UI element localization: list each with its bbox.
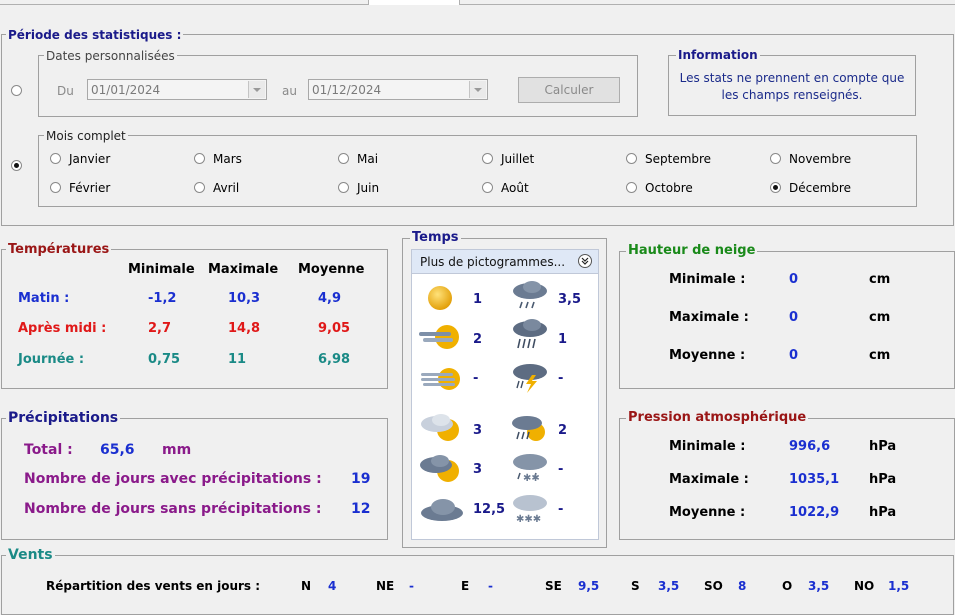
au-label: au — [282, 84, 297, 98]
information-legend: Information — [678, 48, 758, 62]
precip-total-value: 65,6 — [100, 442, 135, 458]
precip-sans-value: 12 — [351, 501, 371, 517]
pression-moy-label: Moyenne : — [669, 505, 746, 520]
mois-complet-frame — [38, 135, 917, 207]
heavy-rain-icon — [510, 318, 550, 355]
heavy-rain-value: 1 — [558, 332, 568, 347]
wind-value-8: 1,5 — [888, 579, 910, 593]
cloud-value: 12,5 — [473, 502, 506, 517]
journee-max: 11 — [228, 352, 247, 367]
du-label: Du — [57, 84, 74, 98]
sun-value: 1 — [473, 292, 483, 307]
neige-min-label: Minimale : — [669, 272, 746, 287]
wind-dir-4: SE — [545, 579, 562, 593]
neige-moy-label: Moyenne : — [669, 348, 746, 363]
month-radio-11[interactable] — [626, 182, 637, 193]
wind-dir-8: NO — [854, 579, 875, 593]
wind-value-6: 8 — [738, 579, 747, 593]
fog-sun-value: - — [473, 371, 479, 386]
wind-dir-7: O — [782, 579, 793, 593]
expand-chevron-icon[interactable] — [578, 254, 592, 268]
month-radio-12[interactable] — [770, 182, 781, 193]
sun-haze-value: 2 — [473, 332, 483, 347]
wind-dir-5: S — [631, 579, 640, 593]
month-label-12[interactable]: Décembre — [789, 181, 851, 195]
journee-moy: 6,98 — [318, 352, 351, 367]
apres-midi-moy: 9,05 — [318, 321, 351, 336]
precip-total-label: Total : — [24, 442, 73, 458]
calculer-button[interactable]: Calculer — [518, 77, 620, 103]
du-date-value: 01/01/2024 — [91, 83, 161, 97]
month-label-6[interactable]: Novembre — [789, 152, 852, 166]
neige-min-unit: cm — [869, 272, 891, 287]
periode-title: Période des statistiques : — [8, 28, 182, 42]
month-label-3[interactable]: Mai — [357, 152, 379, 166]
precipitations-title: Précipitations — [8, 410, 119, 426]
precip-total-unit: mm — [162, 442, 192, 458]
month-label-7[interactable]: Février — [69, 181, 111, 195]
month-label-9[interactable]: Juin — [357, 181, 380, 195]
temperatures-title: Températures — [8, 242, 110, 257]
rain-sun-icon — [510, 412, 550, 449]
month-radio-7[interactable] — [50, 182, 61, 193]
precip-sans-label: Nombre de jours sans précipitations : — [24, 501, 322, 517]
precip-avec-label: Nombre de jours avec précipitations : — [24, 471, 322, 487]
snow-icon — [510, 492, 550, 529]
month-label-10[interactable]: Août — [501, 181, 529, 195]
active-tab[interactable] — [368, 0, 460, 5]
month-radio-4[interactable] — [482, 153, 493, 164]
month-label-8[interactable]: Avril — [213, 181, 240, 195]
au-date-combo[interactable] — [308, 79, 488, 100]
temps-title: Temps — [412, 230, 459, 245]
snow-rain-icon — [510, 451, 550, 488]
sun-icon — [422, 283, 458, 316]
information-text-2: les champs renseignés. — [721, 88, 863, 102]
wind-value-1: 4 — [328, 579, 337, 593]
pression-title: Pression atmosphérique — [628, 410, 807, 425]
du-date-combo[interactable] — [87, 79, 267, 100]
information-text-1: Les stats ne prennent en compte que — [679, 71, 905, 85]
month-label-1[interactable]: Janvier — [69, 152, 111, 166]
month-radio-9[interactable] — [338, 182, 349, 193]
pression-min-value: 996,6 — [789, 439, 831, 454]
chevron-down-icon[interactable] — [469, 81, 486, 98]
vents-label: Répartition des vents en jours : — [46, 579, 261, 593]
svg-text:✱✱✱: ✱✱✱ — [516, 514, 542, 525]
pression-max-label: Maximale : — [669, 472, 749, 487]
journee-min: 0,75 — [148, 352, 181, 367]
wind-value-7: 3,5 — [808, 579, 830, 593]
neige-max-value: 0 — [789, 310, 799, 325]
chevron-down-icon[interactable] — [248, 81, 265, 98]
neige-min-value: 0 — [789, 272, 799, 287]
dates-perso-legend: Dates personnalisées — [46, 49, 175, 63]
month-radio-1[interactable] — [50, 153, 61, 164]
month-label-11[interactable]: Octobre — [645, 181, 693, 195]
pictogrammes-dropdown[interactable] — [412, 250, 598, 274]
storm-value: - — [558, 371, 564, 386]
apres-midi-max: 14,8 — [228, 321, 261, 336]
month-radio-2[interactable] — [194, 153, 205, 164]
neige-title: Hauteur de neige — [628, 243, 756, 258]
apres-midi-min: 2,7 — [148, 321, 172, 336]
month-radio-3[interactable] — [338, 153, 349, 164]
sun-dark-cloud-icon — [419, 452, 463, 487]
sun-haze-icon — [417, 322, 463, 355]
neige-moy-unit: cm — [869, 348, 891, 363]
wind-dir-1: N — [301, 579, 312, 593]
month-label-5[interactable]: Septembre — [645, 152, 712, 166]
precip-avec-value: 19 — [351, 471, 371, 487]
matin-max: 10,3 — [228, 291, 261, 306]
month-radio-6[interactable] — [770, 153, 781, 164]
apres-midi-label: Après midi : — [18, 321, 107, 336]
journee-label: Journée : — [18, 352, 85, 367]
pression-moy-value: 1022,9 — [789, 505, 840, 520]
pression-max-unit: hPa — [869, 472, 897, 487]
wind-value-3: - — [488, 579, 493, 593]
matin-moy: 4,9 — [318, 291, 342, 306]
pictogrammes-label: Plus de pictogrammes... — [420, 255, 566, 269]
month-label-4[interactable]: Juillet — [501, 152, 535, 166]
au-date-value: 01/12/2024 — [312, 83, 382, 97]
matin-label: Matin : — [18, 291, 70, 306]
radio-dates-perso[interactable] — [11, 85, 22, 96]
wind-value-2: - — [409, 579, 414, 593]
matin-min: -1,2 — [148, 291, 177, 306]
wind-value-5: 3,5 — [658, 579, 680, 593]
mois-complet-legend: Mois complet — [46, 129, 126, 143]
fog-sun-icon — [419, 364, 463, 397]
snow-rain-value: - — [558, 462, 564, 477]
light-rain-icon — [510, 280, 550, 317]
pression-moy-unit: hPa — [869, 505, 897, 520]
month-radio-8[interactable] — [194, 182, 205, 193]
temp-header-moy: Moyenne — [298, 262, 365, 277]
rain-sun-value: 2 — [558, 423, 568, 438]
neige-moy-value: 0 — [789, 348, 799, 363]
vents-title: Vents — [8, 547, 53, 563]
neige-max-unit: cm — [869, 310, 891, 325]
month-radio-10[interactable] — [482, 182, 493, 193]
month-radio-5[interactable] — [626, 153, 637, 164]
neige-max-label: Maximale : — [669, 310, 749, 325]
light-rain-value: 3,5 — [558, 292, 582, 307]
radio-mois-complet[interactable] — [11, 160, 22, 171]
wind-value-4: 9,5 — [578, 579, 600, 593]
pression-min-unit: hPa — [869, 439, 897, 454]
pression-max-value: 1035,1 — [789, 472, 840, 487]
temp-header-min: Minimale — [128, 262, 195, 277]
snow-value: - — [558, 502, 564, 517]
pression-min-label: Minimale : — [669, 439, 746, 454]
sun-cloud-icon — [419, 412, 463, 447]
wind-dir-3: E — [461, 579, 470, 593]
temp-header-max: Maximale — [208, 262, 279, 277]
storm-icon — [510, 361, 550, 398]
wind-dir-6: SO — [704, 579, 723, 593]
svg-text:✱✱: ✱✱ — [523, 473, 540, 484]
wind-dir-2: NE — [376, 579, 395, 593]
sun-dark-cloud-value: 3 — [473, 462, 483, 477]
tab-strip — [0, 0, 955, 5]
cloud-icon — [419, 496, 465, 527]
month-label-2[interactable]: Mars — [213, 152, 242, 166]
information-frame — [668, 55, 916, 116]
sun-cloud-value: 3 — [473, 423, 483, 438]
